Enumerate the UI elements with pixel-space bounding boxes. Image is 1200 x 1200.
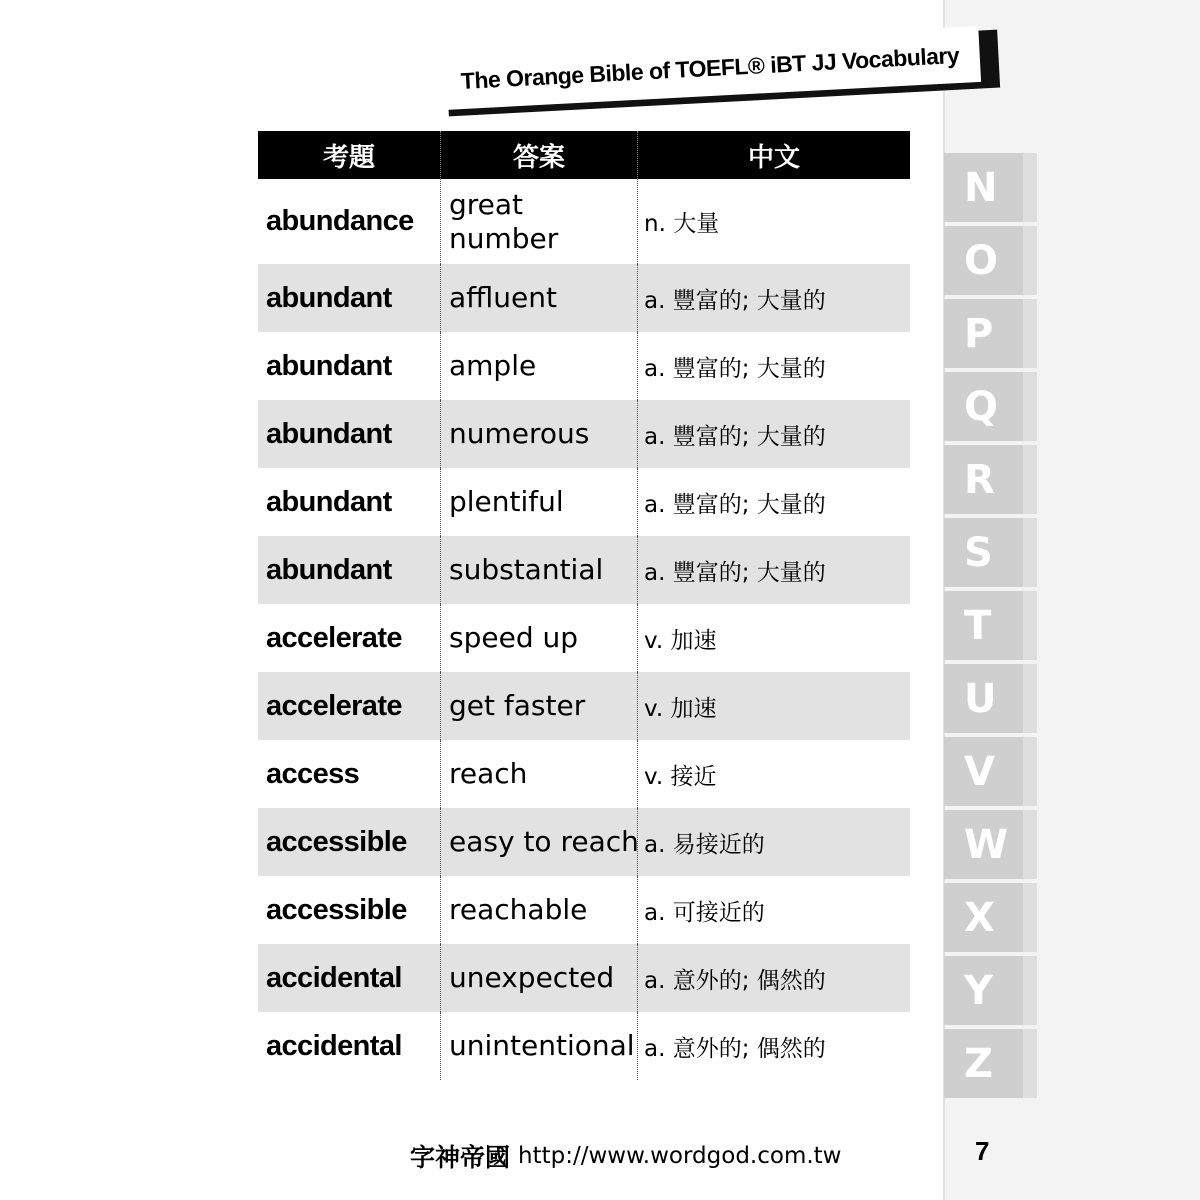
page-footer: [410, 1138, 890, 1174]
table-header: [258, 131, 910, 179]
table-row: [258, 468, 910, 536]
letter-tab-p[interactable]: P: [944, 299, 1037, 368]
question-word: abundant: [266, 417, 392, 450]
chinese-meaning: v. 接近: [637, 740, 910, 808]
chinese-meaning: a. 豐富的; 大量的: [637, 400, 910, 468]
letter-tab-s[interactable]: S: [944, 518, 1037, 587]
book-title: The Orange Bible of TOEFL® iBT JJ Vocabulary: [460, 41, 960, 94]
answer-word: unexpected: [440, 944, 637, 1012]
header-question: 考題: [322, 142, 375, 173]
chinese-meaning: a. 易接近的: [637, 808, 910, 876]
chinese-meaning: v. 加速: [637, 604, 910, 672]
table-row: [258, 944, 910, 1012]
answer-word: great number: [440, 179, 637, 264]
question-word: abundance: [266, 205, 414, 237]
letter-tab-z[interactable]: Z: [944, 1029, 1037, 1098]
table-row: [258, 400, 910, 468]
question-word: accidental: [266, 1029, 402, 1062]
table-row: [258, 1012, 910, 1080]
question-word: abundant: [266, 553, 392, 586]
letter-tab-x[interactable]: X: [944, 883, 1037, 952]
table-row: [258, 604, 910, 672]
letter-tab-q[interactable]: Q: [944, 372, 1037, 441]
chinese-meaning: a. 豐富的; 大量的: [637, 468, 910, 536]
letter-tab-t[interactable]: T: [944, 591, 1037, 660]
chinese-meaning: a. 意外的; 偶然的: [637, 1012, 910, 1080]
table-row: [258, 264, 910, 332]
letter-tab-u[interactable]: U: [944, 664, 1037, 733]
answer-word: affluent: [440, 264, 637, 332]
question-word: accelerate: [266, 621, 402, 654]
letter-tab-n[interactable]: N: [944, 153, 1037, 222]
answer-word: unintentional: [440, 1012, 637, 1080]
chinese-meaning: n. 大量: [637, 179, 910, 264]
question-word: abundant: [266, 485, 392, 518]
header-answer: 答案: [440, 131, 637, 179]
header-chinese: 中文: [637, 131, 910, 179]
table-row: [258, 672, 910, 740]
page-number: 7: [975, 1136, 990, 1166]
table-row: [258, 536, 910, 604]
chinese-meaning: v. 加速: [637, 672, 910, 740]
answer-word: substantial: [440, 536, 637, 604]
answer-word: easy to reach: [440, 808, 637, 876]
letter-tab-y[interactable]: Y: [944, 956, 1037, 1025]
answer-word: numerous: [440, 400, 637, 468]
footer-url-link[interactable]: http://www.wordgod.com.tw: [518, 1143, 842, 1169]
table-row: [258, 332, 910, 400]
question-word: accelerate: [266, 689, 402, 722]
answer-word: ample: [440, 332, 637, 400]
vocabulary-table: [258, 131, 910, 1080]
chinese-meaning: a. 豐富的; 大量的: [637, 264, 910, 332]
answer-word: plentiful: [440, 468, 637, 536]
question-word: abundant: [266, 281, 392, 314]
question-word: access: [266, 757, 360, 790]
answer-word: speed up: [440, 604, 637, 672]
letter-tab-v[interactable]: V: [944, 737, 1037, 806]
table-row: [258, 740, 910, 808]
letter-tab-w[interactable]: W: [944, 810, 1037, 879]
table-row: [258, 808, 910, 876]
question-word: abundant: [266, 349, 392, 382]
letter-tab-r[interactable]: R: [944, 445, 1037, 514]
question-word: accidental: [266, 961, 402, 994]
question-word: accessible: [266, 825, 407, 858]
table-row: [258, 876, 910, 944]
table-row: [258, 179, 910, 264]
question-word: accessible: [266, 893, 407, 926]
answer-word: reachable: [440, 876, 637, 944]
chinese-meaning: a. 可接近的: [637, 876, 910, 944]
footer-brand: 字神帝國: [410, 1143, 511, 1172]
chinese-meaning: a. 豐富的; 大量的: [637, 332, 910, 400]
chinese-meaning: a. 豐富的; 大量的: [637, 536, 910, 604]
letter-tab-o[interactable]: O: [944, 226, 1037, 295]
answer-word: get faster: [440, 672, 637, 740]
alphabet-index-tabs: [944, 153, 1037, 1102]
chinese-meaning: a. 意外的; 偶然的: [637, 944, 910, 1012]
answer-word: reach: [440, 740, 637, 808]
